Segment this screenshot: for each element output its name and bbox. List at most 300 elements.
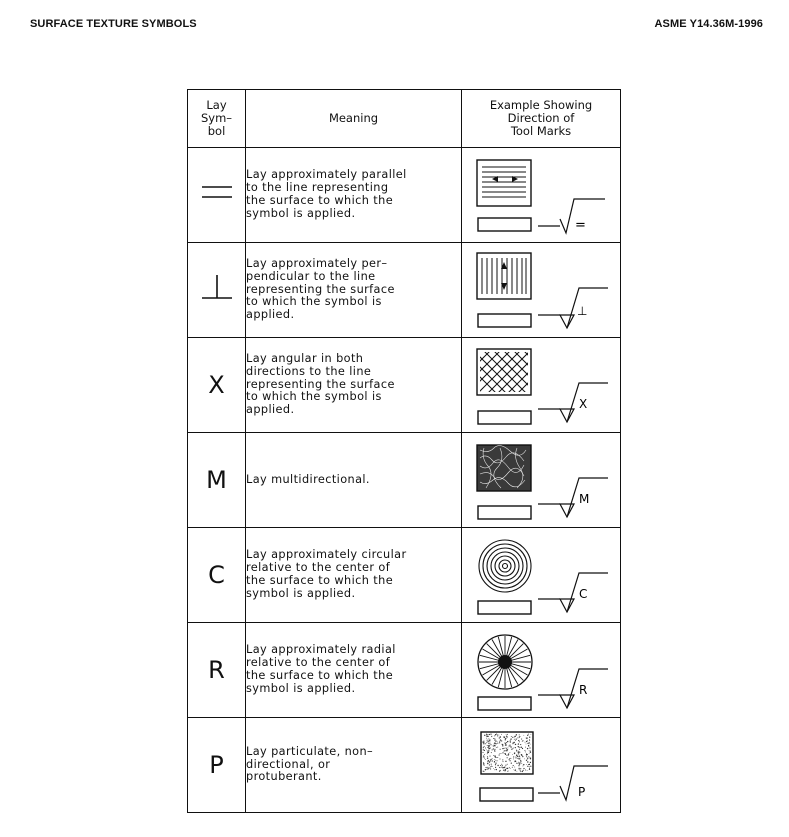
- particle-dot: [484, 770, 485, 771]
- particle-dot: [499, 758, 500, 759]
- particle-dot: [517, 745, 518, 746]
- particle-dot: [496, 760, 497, 761]
- particle-dot: [494, 750, 495, 751]
- particle-dot: [488, 741, 489, 742]
- particle-dot: [489, 755, 490, 756]
- particle-dot: [518, 765, 519, 766]
- particle-dot: [490, 760, 491, 761]
- particle-dot: [506, 744, 507, 745]
- particle-dot: [517, 737, 518, 738]
- particle-dot: [515, 746, 516, 747]
- perpendicular-icon: [197, 272, 237, 302]
- particle-dot: [529, 756, 530, 757]
- particle-dot: [522, 747, 523, 748]
- particle-dot: [503, 769, 504, 770]
- particle-dot: [530, 765, 531, 766]
- example-cell: [462, 433, 621, 528]
- particle-dot: [485, 767, 486, 768]
- particle-dot: [526, 759, 527, 760]
- particle-dot: [493, 748, 494, 749]
- particle-dot: [509, 759, 510, 760]
- particle-dot: [489, 740, 490, 741]
- particle-dot: [507, 749, 508, 750]
- particle-dot: [512, 754, 513, 755]
- particle-dot: [488, 745, 489, 746]
- particle-dot: [507, 754, 508, 755]
- radial-lay-example-icon: [462, 624, 618, 717]
- particle-dot: [501, 766, 502, 767]
- particle-dot: [520, 735, 521, 736]
- particle-dot: [492, 758, 493, 759]
- particle-dot: [508, 745, 509, 746]
- page-header-title: SURFACE TEXTURE SYMBOLS: [30, 18, 197, 30]
- table-row: [188, 623, 621, 718]
- particle-dot: [527, 747, 528, 748]
- particle-dot: [497, 764, 498, 765]
- example-cell: [462, 243, 621, 338]
- particle-dot: [527, 739, 528, 740]
- particle-dot: [486, 768, 487, 769]
- particle-dot: [510, 740, 511, 741]
- lay-symbols-table: [187, 89, 621, 813]
- particle-dot: [505, 753, 506, 754]
- particle-dot: [491, 752, 492, 753]
- particle-dot: [491, 765, 492, 766]
- particle-dot: [485, 747, 486, 748]
- header-example: [462, 90, 621, 148]
- particle-dot: [488, 734, 489, 735]
- particle-dot: [497, 736, 498, 737]
- particle-dot: [527, 765, 528, 766]
- particle-dot: [522, 770, 523, 771]
- particle-dot: [518, 758, 519, 759]
- meaning-line: directional, or: [246, 757, 331, 771]
- particle-dot: [495, 759, 496, 760]
- particle-dot: [494, 739, 495, 740]
- meaning-line: applied.: [246, 308, 295, 322]
- particle-dot: [491, 763, 492, 764]
- particle-dot: [525, 769, 526, 770]
- particle-dot: [510, 739, 511, 740]
- particle-dot: [501, 740, 502, 741]
- lay-symbol-cell: C: [188, 528, 246, 623]
- particle-dot: [487, 753, 488, 754]
- particle-dot: [490, 768, 491, 769]
- particle-dot: [505, 742, 506, 743]
- particle-dot: [519, 734, 520, 735]
- particle-dot: [517, 770, 518, 771]
- particle-dot: [527, 740, 528, 741]
- particle-dot: [518, 752, 519, 753]
- particle-dot: [505, 739, 506, 740]
- parallel-lay-example-icon: [462, 149, 618, 242]
- particle-dot: [515, 768, 516, 769]
- meaning-line: pendicular to the line: [246, 269, 376, 283]
- meaning-cell: [246, 623, 462, 718]
- callout-label: X: [579, 396, 588, 411]
- particle-dot: [501, 752, 502, 753]
- callout-label: M: [579, 491, 590, 506]
- particle-dot: [519, 756, 520, 757]
- particle-dot: [496, 756, 497, 757]
- particle-dot: [513, 756, 514, 757]
- particle-dot: [516, 734, 517, 735]
- particle-dot: [530, 761, 531, 762]
- particle-dot: [514, 738, 515, 739]
- particulate-lay-example-icon: [462, 719, 618, 812]
- particle-dot: [492, 749, 493, 750]
- meaning-cell: [246, 718, 462, 813]
- meaning-line: the surface to which the: [246, 194, 394, 207]
- particle-dot: [529, 753, 530, 754]
- meaning-cell: [246, 148, 462, 243]
- particle-dot: [495, 757, 496, 758]
- meaning-line: to the line representing: [246, 181, 389, 195]
- particle-dot: [483, 740, 484, 741]
- particle-dot: [525, 749, 526, 750]
- meaning-cell: [246, 243, 462, 338]
- particle-dot: [489, 744, 490, 745]
- particle-dot: [497, 741, 498, 742]
- angular-lay-example-icon: [462, 339, 618, 432]
- particle-dot: [516, 749, 517, 750]
- particle-dot: [527, 761, 528, 762]
- particle-dot: [490, 747, 491, 748]
- particle-dot: [487, 766, 488, 767]
- particle-dot: [513, 747, 514, 748]
- particle-dot: [487, 747, 488, 748]
- particle-dot: [502, 752, 503, 753]
- particle-dot: [521, 746, 522, 747]
- particle-dot: [496, 768, 497, 769]
- particle-dot: [487, 750, 488, 751]
- particle-dot: [511, 762, 512, 763]
- particle-dot: [489, 742, 490, 743]
- example-cell: [462, 528, 621, 623]
- particle-dot: [512, 748, 513, 749]
- particle-dot: [485, 743, 486, 744]
- particle-dot: [502, 759, 503, 760]
- particle-dot: [524, 764, 525, 765]
- particle-dot: [531, 734, 532, 735]
- particle-dot: [530, 743, 531, 744]
- particle-dot: [514, 752, 515, 753]
- meaning-line: relative to the center of: [246, 561, 391, 575]
- particle-dot: [489, 764, 490, 765]
- particle-dot: [484, 746, 485, 747]
- particle-dot: [526, 764, 527, 765]
- particle-dot: [494, 738, 495, 739]
- perpendicular-lay-example-icon: [462, 244, 618, 337]
- particle-dot: [486, 733, 487, 734]
- particle-dot: [489, 739, 490, 740]
- particle-dot: [507, 757, 508, 758]
- particle-dot: [529, 740, 530, 741]
- particle-dot: [516, 756, 517, 757]
- particle-dot: [527, 770, 528, 771]
- meaning-line: the surface to which the: [246, 574, 394, 587]
- table-row: [188, 718, 621, 813]
- particle-dot: [522, 741, 523, 742]
- particle-dot: [484, 756, 485, 757]
- particle-dot: [523, 734, 524, 735]
- particle-dot: [509, 746, 510, 747]
- particle-dot: [530, 758, 531, 759]
- particle-dot: [525, 741, 526, 742]
- meaning-line: the surface to which the: [246, 669, 394, 682]
- particle-dot: [508, 770, 509, 771]
- particle-dot: [499, 737, 500, 738]
- header-lay-symbol: [188, 90, 246, 148]
- particle-dot: [527, 734, 528, 735]
- meaning-line: Lay angular in both: [246, 352, 364, 365]
- particle-dot: [506, 733, 507, 734]
- particle-dot: [483, 741, 484, 742]
- header-example-line: Tool Marks: [510, 124, 572, 138]
- particle-dot: [503, 736, 504, 737]
- particle-dot: [505, 742, 506, 743]
- particle-dot: [502, 745, 503, 746]
- particle-dot: [497, 742, 498, 743]
- particle-dot: [486, 766, 487, 767]
- lay-symbol-cell: X: [188, 338, 246, 433]
- circular-lay-example-icon: [462, 529, 618, 622]
- particle-dot: [526, 737, 527, 738]
- particle-dot: [490, 758, 491, 759]
- meaning-line: applied.: [246, 403, 295, 417]
- particle-dot: [502, 743, 503, 744]
- particle-dot: [505, 764, 506, 765]
- particle-dot: [487, 755, 488, 756]
- particle-dot: [520, 770, 521, 771]
- meaning-line: relative to the center of: [246, 656, 391, 670]
- particle-dot: [529, 766, 530, 767]
- particle-dot: [519, 741, 520, 742]
- particle-dot: [518, 753, 519, 754]
- particle-dot: [501, 733, 502, 734]
- particle-dot: [489, 733, 490, 734]
- meaning-line: protuberant.: [246, 770, 322, 784]
- particle-dot: [514, 766, 515, 767]
- particle-dot: [487, 735, 488, 736]
- particle-dot: [483, 763, 484, 764]
- particle-dot: [490, 740, 491, 741]
- table-row: [188, 243, 621, 338]
- particle-dot: [484, 749, 485, 750]
- particle-dot: [484, 757, 485, 758]
- example-cell: [462, 148, 621, 243]
- particle-dot: [487, 757, 488, 758]
- particle-dot: [486, 737, 487, 738]
- particle-dot: [519, 737, 520, 738]
- particle-dot: [529, 750, 530, 751]
- particle-dot: [516, 762, 517, 763]
- callout-label: R: [579, 682, 588, 697]
- particle-dot: [520, 757, 521, 758]
- particle-dot: [486, 742, 487, 743]
- meaning-cell: [246, 433, 462, 528]
- particle-dot: [507, 767, 508, 768]
- particle-dot: [515, 757, 516, 758]
- particle-dot: [519, 736, 520, 737]
- particle-dot: [507, 736, 508, 737]
- particle-dot: [509, 767, 510, 768]
- particle-dot: [510, 768, 511, 769]
- callout-label: C: [579, 586, 588, 601]
- meaning-cell: [246, 338, 462, 433]
- particle-dot: [487, 739, 488, 740]
- particle-dot: [487, 761, 488, 762]
- particle-dot: [521, 738, 522, 739]
- particle-dot: [518, 740, 519, 741]
- particle-dot: [510, 760, 511, 761]
- particle-dot: [500, 739, 501, 740]
- particle-dot: [491, 735, 492, 736]
- particle-dot: [515, 735, 516, 736]
- particle-dot: [511, 736, 512, 737]
- example-cell: [462, 338, 621, 433]
- particle-dot: [525, 751, 526, 752]
- particle-dot: [488, 738, 489, 739]
- particle-dot: [485, 769, 486, 770]
- particle-dot: [519, 767, 520, 768]
- meaning-cell: [246, 528, 462, 623]
- particle-dot: [500, 764, 501, 765]
- particle-dot: [529, 768, 530, 769]
- lay-symbol-cell: P: [188, 718, 246, 813]
- particle-dot: [492, 760, 493, 761]
- meaning-line: to which the symbol is: [246, 295, 382, 309]
- particle-dot: [506, 737, 507, 738]
- particle-dot: [497, 746, 498, 747]
- particle-dot: [520, 744, 521, 745]
- particle-dot: [488, 746, 489, 747]
- header-lay-symbol-line: Sym–: [200, 111, 233, 125]
- meaning-line: Lay approximately circular: [246, 548, 407, 562]
- particle-dot: [483, 743, 484, 744]
- particle-dot: [528, 733, 529, 734]
- table-row: [188, 338, 621, 433]
- callout-label: ⊥: [577, 303, 588, 318]
- particle-dot: [527, 757, 528, 758]
- particle-dot: [484, 765, 485, 766]
- particle-dot: [524, 750, 525, 751]
- particle-dot: [495, 755, 496, 756]
- meaning-line: Lay approximately per–: [246, 257, 388, 270]
- particle-dot: [505, 766, 506, 767]
- particle-dot: [483, 747, 484, 748]
- particle-dot: [507, 747, 508, 748]
- particle-dot: [488, 759, 489, 760]
- meaning-line: representing the surface: [246, 282, 395, 296]
- particle-dot: [500, 748, 501, 749]
- particle-dot: [513, 765, 514, 766]
- particle-dot: [495, 743, 496, 744]
- particle-dot: [504, 750, 505, 751]
- particle-dot: [519, 746, 520, 747]
- particle-dot: [509, 758, 510, 759]
- particle-dot: [495, 764, 496, 765]
- particle-dot: [493, 746, 494, 747]
- particle-dot: [494, 735, 495, 736]
- example-cell: [462, 718, 621, 813]
- multidirectional-lay-example-icon: [462, 434, 618, 527]
- particle-dot: [487, 745, 488, 746]
- particle-dot: [519, 748, 520, 749]
- particle-dot: [487, 741, 488, 742]
- particle-dot: [488, 743, 489, 744]
- particle-dot: [494, 749, 495, 750]
- particle-dot: [487, 768, 488, 769]
- particle-dot: [502, 747, 503, 748]
- particle-dot: [494, 745, 495, 746]
- particle-dot: [494, 769, 495, 770]
- particle-dot: [517, 757, 518, 758]
- particle-dot: [496, 733, 497, 734]
- particle-dot: [499, 742, 500, 743]
- particle-dot: [516, 738, 517, 739]
- particle-dot: [483, 755, 484, 756]
- particle-dot: [499, 754, 500, 755]
- particle-dot: [514, 741, 515, 742]
- particle-dot: [489, 767, 490, 768]
- particle-dot: [488, 750, 489, 751]
- particle-dot: [514, 769, 515, 770]
- particle-dot: [495, 762, 496, 763]
- header-example-line: Direction of: [507, 111, 575, 125]
- particle-dot: [506, 736, 507, 737]
- particle-dot: [515, 760, 516, 761]
- particle-dot: [520, 758, 521, 759]
- particle-dot: [504, 747, 505, 748]
- particle-dot: [520, 763, 521, 764]
- example-cell: [462, 623, 621, 718]
- particle-dot: [482, 751, 483, 752]
- callout-label: P: [578, 784, 586, 799]
- particle-dot: [486, 735, 487, 736]
- particle-dot: [530, 751, 531, 752]
- particle-dot: [518, 761, 519, 762]
- particle-dot: [495, 766, 496, 767]
- particle-dot: [513, 758, 514, 759]
- particle-dot: [499, 734, 500, 735]
- particle-dot: [483, 757, 484, 758]
- table-row: [188, 528, 621, 623]
- parallel-icon: [197, 177, 237, 207]
- particle-dot: [523, 740, 524, 741]
- particle-dot: [486, 749, 487, 750]
- particle-dot: [516, 750, 517, 751]
- particle-dot: [506, 754, 507, 755]
- particle-dot: [529, 747, 530, 748]
- meaning-line: symbol is applied.: [246, 586, 356, 600]
- particle-dot: [490, 733, 491, 734]
- particle-dot: [499, 753, 500, 754]
- particle-dot: [492, 745, 493, 746]
- particle-dot: [510, 744, 511, 745]
- particle-dot: [483, 749, 484, 750]
- particle-dot: [500, 769, 501, 770]
- particle-dot: [515, 743, 516, 744]
- lay-symbol-cell: [188, 243, 246, 338]
- particle-dot: [530, 750, 531, 751]
- particle-dot: [507, 733, 508, 734]
- meaning-line: directions to the line: [246, 364, 372, 378]
- header-example-line: Example Showing: [489, 98, 593, 112]
- particle-dot: [489, 762, 490, 763]
- particle-dot: [527, 758, 528, 759]
- particle-dot: [529, 742, 530, 743]
